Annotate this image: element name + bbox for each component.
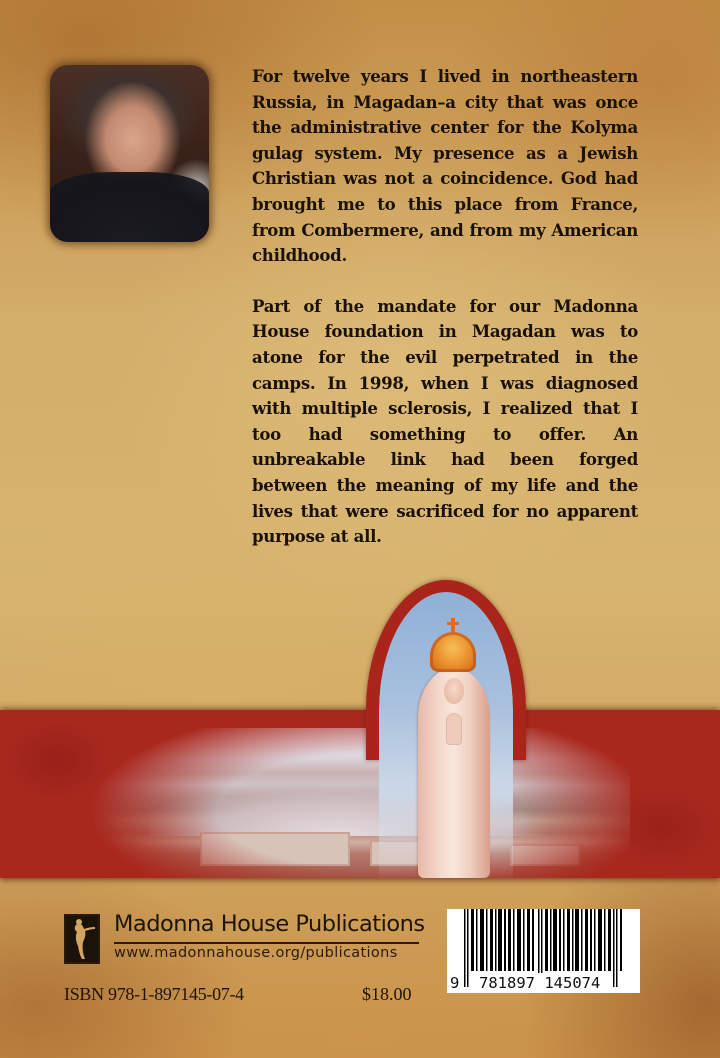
back-cover-blurb <box>252 64 638 575</box>
magadan-city-scene <box>90 728 630 878</box>
publisher-name: Madonna House Publications <box>114 911 425 937</box>
publisher-divider <box>114 942 419 944</box>
apartment-block <box>200 832 350 866</box>
barcode-digit-groups <box>477 973 602 993</box>
author-jacket <box>50 172 209 242</box>
red-band <box>0 710 720 878</box>
praying-hands <box>447 714 461 744</box>
cross-icon <box>451 618 455 632</box>
isbn-number: ISBN 978-1-897145-07-4 <box>64 984 244 1004</box>
barcode-group-2: 145074 <box>544 974 601 992</box>
barcode-group-1: 781897 <box>479 974 535 992</box>
publisher-block <box>64 911 425 974</box>
isbn-barcode <box>447 909 640 993</box>
blurb-paragraph-1: For twelve years I lived in northeastern Russia, in Magadan–a city that was once the administrative center for the Kolyma gulag system. My presence as a Jewish Christian was not a coincidence. God had brought me to this place from France, from Combermere, and from my American childhood. <box>252 66 638 266</box>
crown-icon <box>430 632 476 672</box>
publisher-url[interactable]: www.madonnahouse.org/publications <box>114 945 398 961</box>
apartment-block <box>510 844 580 866</box>
madonna-statue <box>400 618 510 878</box>
barcode-first-digit: 9 <box>450 974 460 992</box>
statue-face <box>444 678 464 704</box>
barcode-digits <box>449 973 639 993</box>
author-photo <box>50 65 209 242</box>
dancing-figure-logo-icon <box>64 914 100 964</box>
blurb-paragraph-2: Part of the mandate for our Madonna House foundation in Magadan was to atone for the evil perpetrated in the camps. In 1998, when I was diagnosed with multiple sclerosis, I realized that I too had something to offer. An unbreakable link had been forged between the meaning of my life and the lives that were sacrificed for no apparent purpose at all. <box>252 295 638 547</box>
price: $18.00 <box>362 984 412 1004</box>
